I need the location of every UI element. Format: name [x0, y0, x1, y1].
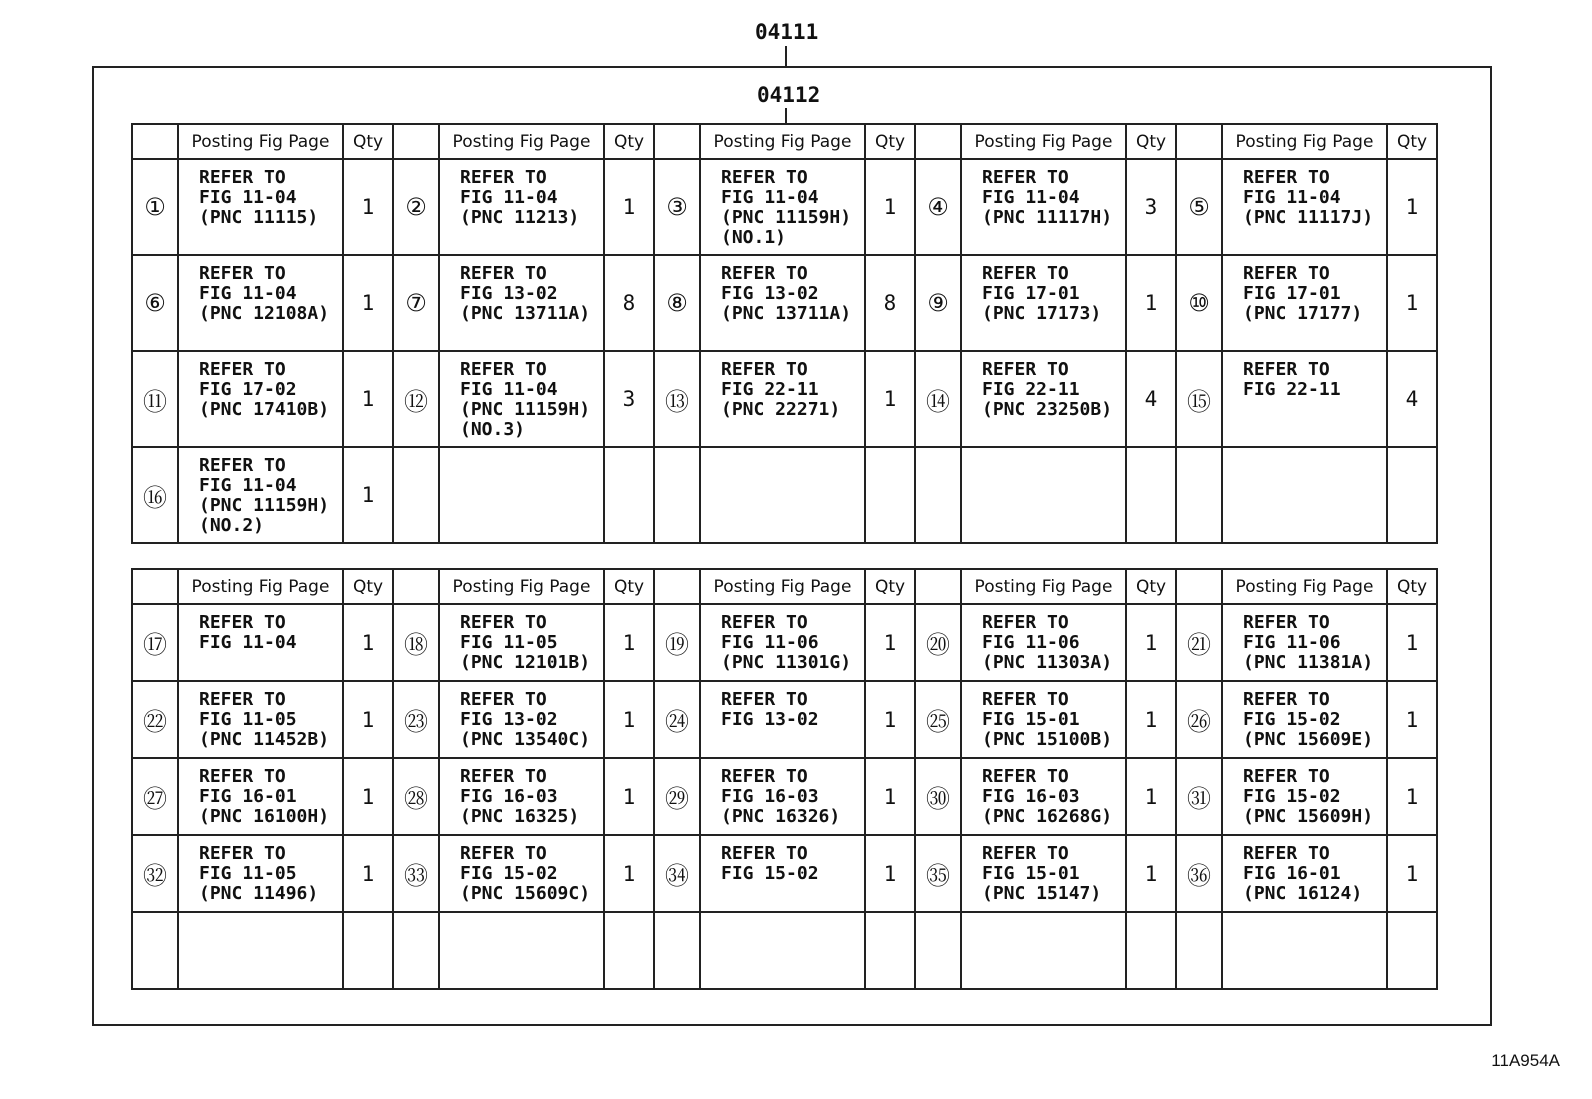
callout-number: ⑭ [915, 351, 961, 447]
reference-cell [961, 159, 1126, 255]
qty-cell: 1 [1126, 255, 1176, 351]
qty-cell: 1 [1387, 681, 1437, 758]
header-qty: Qty [865, 569, 915, 604]
header-qty: Qty [865, 124, 915, 159]
reference-line: (PNC 15609E) [1243, 729, 1374, 750]
reference-line: FIG 11-06 [721, 632, 819, 653]
callout-number [915, 447, 961, 543]
reference-cell [961, 351, 1126, 447]
header-blank-cell [654, 569, 700, 604]
reference-line: REFER TO [1243, 167, 1330, 188]
reference-line: FIG 11-04 [199, 632, 297, 653]
callout-number: ㉔ [654, 681, 700, 758]
reference-line: (PNC 12108A) [199, 303, 330, 324]
reference-line: FIG 13-02 [460, 283, 558, 304]
header-blank-cell [1176, 124, 1222, 159]
qty-cell: 4 [1387, 351, 1437, 447]
table-row [132, 681, 1437, 758]
reference-line: REFER TO [721, 263, 808, 284]
reference-line: REFER TO [460, 263, 547, 284]
reference-line: FIG 15-02 [460, 863, 558, 884]
qty-cell [1387, 447, 1437, 543]
qty-cell: 1 [343, 255, 393, 351]
reference-line: REFER TO [721, 843, 808, 864]
reference-cell [178, 912, 343, 989]
reference-line: FIG 17-01 [982, 283, 1080, 304]
qty-cell: 1 [604, 835, 654, 912]
header-qty: Qty [604, 569, 654, 604]
reference-line: (PNC 15147) [982, 883, 1102, 904]
reference-line: FIG 11-04 [199, 475, 297, 496]
qty-cell: 8 [604, 255, 654, 351]
reference-line: FIG 16-03 [982, 786, 1080, 807]
qty-cell: 1 [343, 351, 393, 447]
reference-cell [700, 912, 865, 989]
qty-cell [865, 447, 915, 543]
reference-cell [1222, 835, 1387, 912]
qty-cell: 1 [1387, 835, 1437, 912]
header-posting-fig-page: Posting Fig Page [1222, 569, 1387, 604]
reference-line: FIG 15-01 [982, 709, 1080, 730]
header-posting-fig-page: Posting Fig Page [961, 124, 1126, 159]
reference-line: (PNC 23250B) [982, 399, 1113, 420]
qty-cell: 1 [343, 758, 393, 835]
parts-table-lower [131, 568, 1438, 990]
reference-line: FIG 11-04 [982, 187, 1080, 208]
callout-number: ④ [915, 159, 961, 255]
qty-cell: 1 [865, 159, 915, 255]
reference-cell [1222, 159, 1387, 255]
header-qty: Qty [343, 569, 393, 604]
callout-number: ㉒ [132, 681, 178, 758]
callout-number: ⑥ [132, 255, 178, 351]
reference-line: FIG 16-03 [721, 786, 819, 807]
reference-line: (PNC 11303A) [982, 652, 1113, 673]
header-posting-fig-page: Posting Fig Page [439, 569, 604, 604]
reference-line: (PNC 15609C) [460, 883, 591, 904]
callout-number [1176, 912, 1222, 989]
assembly-label: 04111 [755, 20, 819, 44]
image-reference-code: 11A954A [1491, 1051, 1560, 1070]
reference-line: REFER TO [1243, 263, 1330, 284]
reference-cell [700, 447, 865, 543]
assembly-leader-line [785, 46, 787, 66]
qty-cell: 1 [604, 604, 654, 681]
callout-number: ⑬ [654, 351, 700, 447]
reference-line: FIG 13-02 [721, 709, 819, 730]
reference-line: (PNC 17177) [1243, 303, 1363, 324]
callout-number [654, 447, 700, 543]
header-row [132, 124, 1437, 159]
reference-line: FIG 11-04 [199, 283, 297, 304]
qty-cell: 1 [1126, 604, 1176, 681]
reference-line: REFER TO [1243, 766, 1330, 787]
reference-line: (PNC 11496) [199, 883, 319, 904]
reference-cell [700, 159, 865, 255]
sub-assembly-label: 04112 [757, 83, 821, 107]
reference-line: REFER TO [460, 843, 547, 864]
reference-line: (PNC 16100H) [199, 806, 330, 827]
header-qty: Qty [1126, 124, 1176, 159]
callout-number: ⑪ [132, 351, 178, 447]
reference-line: REFER TO [1243, 359, 1330, 380]
reference-line: (PNC 11117H) [982, 207, 1113, 228]
qty-cell: 1 [1126, 681, 1176, 758]
reference-line: (PNC 16326) [721, 806, 841, 827]
callout-number: ⑦ [393, 255, 439, 351]
reference-line: REFER TO [721, 359, 808, 380]
reference-line: REFER TO [460, 167, 547, 188]
reference-line: (PNC 11159H) [199, 495, 330, 516]
qty-cell: 1 [1387, 159, 1437, 255]
reference-line: FIG 13-02 [721, 283, 819, 304]
reference-line: FIG 16-01 [1243, 863, 1341, 884]
reference-line: (PNC 11452B) [199, 729, 330, 750]
callout-number: ㉕ [915, 681, 961, 758]
reference-cell [1222, 447, 1387, 543]
reference-line: REFER TO [199, 843, 286, 864]
callout-number: ⑱ [393, 604, 439, 681]
reference-line: REFER TO [199, 263, 286, 284]
reference-line: (PNC 11301G) [721, 652, 852, 673]
callout-number: ㉚ [915, 758, 961, 835]
qty-cell: 1 [604, 159, 654, 255]
reference-cell [439, 604, 604, 681]
qty-cell: 1 [343, 604, 393, 681]
reference-line: (PNC 17410B) [199, 399, 330, 420]
qty-cell [343, 912, 393, 989]
callout-number [393, 447, 439, 543]
reference-line: FIG 11-06 [1243, 632, 1341, 653]
qty-cell: 1 [604, 758, 654, 835]
reference-line: REFER TO [982, 263, 1069, 284]
reference-line: (NO.2) [199, 515, 265, 536]
reference-line: FIG 11-06 [982, 632, 1080, 653]
callout-number: ⑲ [654, 604, 700, 681]
reference-cell [1222, 681, 1387, 758]
reference-cell [1222, 912, 1387, 989]
qty-cell: 1 [343, 447, 393, 543]
reference-line: REFER TO [721, 689, 808, 710]
reference-cell [178, 255, 343, 351]
reference-line: FIG 11-04 [1243, 187, 1341, 208]
callout-number: ㉞ [654, 835, 700, 912]
reference-line: FIG 22-11 [721, 379, 819, 400]
qty-cell [865, 912, 915, 989]
header-blank-cell [132, 569, 178, 604]
reference-line: REFER TO [982, 359, 1069, 380]
qty-cell: 3 [1126, 159, 1176, 255]
callout-number: ㉑ [1176, 604, 1222, 681]
reference-line: (PNC 13711A) [721, 303, 852, 324]
reference-cell [1222, 604, 1387, 681]
reference-cell [961, 681, 1126, 758]
qty-cell: 1 [865, 604, 915, 681]
reference-cell [178, 758, 343, 835]
reference-line: REFER TO [199, 612, 286, 633]
callout-number: ⑩ [1176, 255, 1222, 351]
reference-line: FIG 11-04 [199, 187, 297, 208]
qty-cell [1387, 912, 1437, 989]
reference-line: REFER TO [982, 612, 1069, 633]
reference-line: (PNC 11159H) [460, 399, 591, 420]
callout-number: ㉙ [654, 758, 700, 835]
reference-line: FIG 16-01 [199, 786, 297, 807]
reference-line: REFER TO [721, 167, 808, 188]
reference-cell [439, 351, 604, 447]
callout-number: ⑮ [1176, 351, 1222, 447]
qty-cell: 1 [343, 835, 393, 912]
reference-cell [700, 351, 865, 447]
reference-cell [439, 447, 604, 543]
header-qty: Qty [604, 124, 654, 159]
callout-number: ㉝ [393, 835, 439, 912]
qty-cell [604, 912, 654, 989]
reference-line: (PNC 11213) [460, 207, 580, 228]
reference-line: (PNC 11381A) [1243, 652, 1374, 673]
reference-line: FIG 17-01 [1243, 283, 1341, 304]
callout-number: ⑧ [654, 255, 700, 351]
callout-number: ⑯ [132, 447, 178, 543]
qty-cell [604, 447, 654, 543]
header-posting-fig-page: Posting Fig Page [1222, 124, 1387, 159]
callout-number [132, 912, 178, 989]
reference-line: REFER TO [460, 689, 547, 710]
reference-line: (PNC 16124) [1243, 883, 1363, 904]
reference-line: REFER TO [199, 766, 286, 787]
reference-line: FIG 11-04 [460, 187, 558, 208]
reference-cell [178, 604, 343, 681]
reference-line: FIG 13-02 [460, 709, 558, 730]
callout-number: ㉛ [1176, 758, 1222, 835]
header-blank-cell [915, 124, 961, 159]
callout-number: ⑰ [132, 604, 178, 681]
table-row [132, 351, 1437, 447]
reference-cell [1222, 351, 1387, 447]
reference-line: FIG 16-03 [460, 786, 558, 807]
callout-number: ② [393, 159, 439, 255]
table-row [132, 912, 1437, 989]
qty-cell: 1 [343, 159, 393, 255]
header-qty: Qty [343, 124, 393, 159]
callout-number: ㉘ [393, 758, 439, 835]
reference-cell [439, 255, 604, 351]
qty-cell: 3 [604, 351, 654, 447]
qty-cell: 1 [343, 681, 393, 758]
header-blank-cell [915, 569, 961, 604]
reference-line: (PNC 16268G) [982, 806, 1113, 827]
reference-line: REFER TO [460, 359, 547, 380]
reference-cell [961, 447, 1126, 543]
reference-line: REFER TO [721, 612, 808, 633]
table-row [132, 604, 1437, 681]
parts-table-upper [131, 123, 1438, 544]
reference-line: (PNC 11115) [199, 207, 319, 228]
reference-line: FIG 15-02 [721, 863, 819, 884]
reference-line: FIG 22-11 [1243, 379, 1341, 400]
reference-line: REFER TO [199, 455, 286, 476]
reference-line: REFER TO [199, 167, 286, 188]
reference-cell [178, 681, 343, 758]
callout-number: ㉓ [393, 681, 439, 758]
qty-cell [1126, 447, 1176, 543]
header-blank-cell [654, 124, 700, 159]
qty-cell: 1 [1387, 255, 1437, 351]
reference-line: REFER TO [1243, 689, 1330, 710]
callout-number: ㉟ [915, 835, 961, 912]
reference-line: (PNC 16325) [460, 806, 580, 827]
callout-number: ㉗ [132, 758, 178, 835]
reference-line: REFER TO [982, 689, 1069, 710]
reference-cell [700, 835, 865, 912]
reference-line: (PNC 11159H) [721, 207, 852, 228]
reference-line: FIG 15-02 [1243, 786, 1341, 807]
callout-number: ⑫ [393, 351, 439, 447]
reference-line: REFER TO [1243, 843, 1330, 864]
reference-line: FIG 11-05 [199, 863, 297, 884]
callout-number: ⑳ [915, 604, 961, 681]
reference-line: FIG 15-01 [982, 863, 1080, 884]
reference-line: FIG 11-05 [199, 709, 297, 730]
reference-cell [961, 604, 1126, 681]
qty-cell: 1 [1387, 604, 1437, 681]
reference-cell [178, 351, 343, 447]
header-blank-cell [132, 124, 178, 159]
callout-number: ㉜ [132, 835, 178, 912]
header-blank-cell [393, 569, 439, 604]
header-qty: Qty [1387, 569, 1437, 604]
qty-cell: 1 [1387, 758, 1437, 835]
reference-line: FIG 11-04 [721, 187, 819, 208]
reference-cell [439, 681, 604, 758]
reference-cell [961, 835, 1126, 912]
qty-cell: 1 [865, 758, 915, 835]
qty-cell: 1 [865, 681, 915, 758]
reference-cell [700, 681, 865, 758]
table-row [132, 758, 1437, 835]
callout-number [393, 912, 439, 989]
header-posting-fig-page: Posting Fig Page [178, 124, 343, 159]
header-qty: Qty [1126, 569, 1176, 604]
reference-cell [439, 835, 604, 912]
reference-line: (PNC 11117J) [1243, 207, 1374, 228]
callout-number: ⑨ [915, 255, 961, 351]
qty-cell: 4 [1126, 351, 1176, 447]
reference-cell [178, 835, 343, 912]
header-posting-fig-page: Posting Fig Page [961, 569, 1126, 604]
reference-cell [178, 159, 343, 255]
qty-cell: 1 [1126, 835, 1176, 912]
reference-cell [1222, 758, 1387, 835]
reference-line: REFER TO [199, 689, 286, 710]
reference-cell [700, 604, 865, 681]
header-row [132, 569, 1437, 604]
table-row [132, 255, 1437, 351]
reference-line: (PNC 22271) [721, 399, 841, 420]
header-blank-cell [1176, 569, 1222, 604]
callout-number: ⑤ [1176, 159, 1222, 255]
reference-line: (PNC 15609H) [1243, 806, 1374, 827]
reference-line: REFER TO [1243, 612, 1330, 633]
reference-line: (NO.3) [460, 419, 526, 440]
reference-line: FIG 15-02 [1243, 709, 1341, 730]
reference-cell [1222, 255, 1387, 351]
reference-line: REFER TO [460, 766, 547, 787]
reference-line: REFER TO [721, 766, 808, 787]
callout-number [1176, 447, 1222, 543]
reference-line: (NO.1) [721, 227, 787, 248]
header-posting-fig-page: Posting Fig Page [178, 569, 343, 604]
callout-number: ㊱ [1176, 835, 1222, 912]
reference-cell [439, 159, 604, 255]
reference-line: REFER TO [982, 843, 1069, 864]
table-row [132, 447, 1437, 543]
callout-number [915, 912, 961, 989]
qty-cell: 1 [604, 681, 654, 758]
reference-cell [961, 255, 1126, 351]
header-posting-fig-page: Posting Fig Page [700, 569, 865, 604]
reference-line: REFER TO [199, 359, 286, 380]
table-row [132, 159, 1437, 255]
header-qty: Qty [1387, 124, 1437, 159]
reference-cell [439, 758, 604, 835]
reference-cell [700, 758, 865, 835]
reference-line: (PNC 17173) [982, 303, 1102, 324]
qty-cell [1126, 912, 1176, 989]
reference-cell [439, 912, 604, 989]
reference-line: FIG 11-04 [460, 379, 558, 400]
reference-line: REFER TO [460, 612, 547, 633]
reference-line: FIG 11-05 [460, 632, 558, 653]
header-posting-fig-page: Posting Fig Page [700, 124, 865, 159]
reference-cell [178, 447, 343, 543]
qty-cell: 1 [1126, 758, 1176, 835]
qty-cell: 8 [865, 255, 915, 351]
reference-line: (PNC 13540C) [460, 729, 591, 750]
callout-number: ① [132, 159, 178, 255]
sub-assembly-leader-line [785, 108, 787, 124]
reference-line: (PNC 12101B) [460, 652, 591, 673]
reference-line: (PNC 15100B) [982, 729, 1113, 750]
reference-line: FIG 17-02 [199, 379, 297, 400]
reference-cell [961, 758, 1126, 835]
reference-line: REFER TO [982, 167, 1069, 188]
header-blank-cell [393, 124, 439, 159]
qty-cell: 1 [865, 835, 915, 912]
reference-cell [700, 255, 865, 351]
callout-number [654, 912, 700, 989]
callout-number: ③ [654, 159, 700, 255]
header-posting-fig-page: Posting Fig Page [439, 124, 604, 159]
qty-cell: 1 [865, 351, 915, 447]
reference-line: (PNC 13711A) [460, 303, 591, 324]
reference-line: FIG 22-11 [982, 379, 1080, 400]
reference-line: REFER TO [982, 766, 1069, 787]
callout-number: ㉖ [1176, 681, 1222, 758]
table-row [132, 835, 1437, 912]
reference-cell [961, 912, 1126, 989]
